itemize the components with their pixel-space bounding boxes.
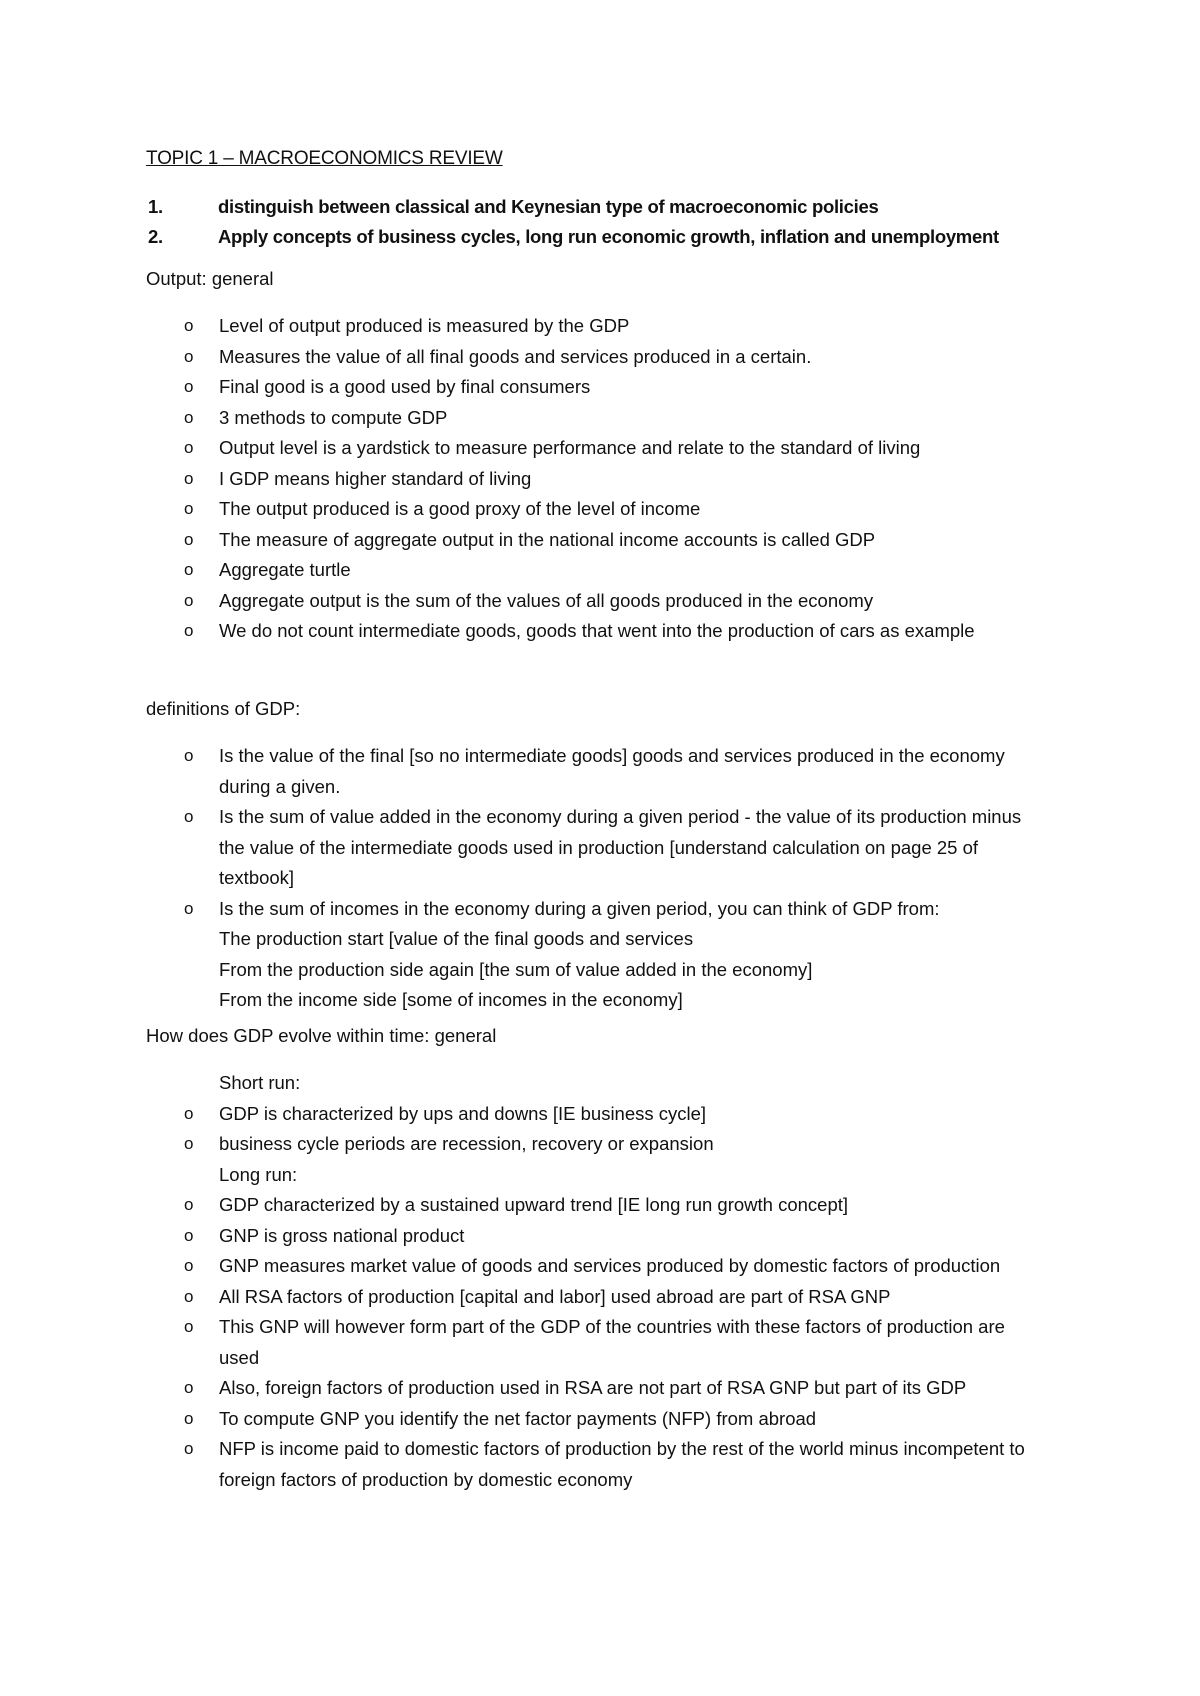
objective-item <box>146 222 999 252</box>
bullet-icon: o <box>184 1256 194 1275</box>
list-item: o Aggregate turtle <box>0 555 1200 586</box>
document-title: TOPIC 1 – MACROECONOMICS REVIEW <box>146 148 503 169</box>
bullet-icon: o <box>184 590 194 610</box>
list-item: From the production side again [the sum of value added in the economy] <box>219 958 813 980</box>
bullet-icon: o <box>184 346 194 366</box>
bullet-icon: o <box>184 898 194 918</box>
bullet-icon: o <box>184 1225 194 1245</box>
list-item: Short run: <box>219 1072 301 1093</box>
list-item: o Output level is a yardstick to measure performance and relate to the standard of living <box>0 433 1200 464</box>
list-item: o I GDP means higher standard of living <box>0 464 1200 495</box>
list-item: o To compute GNP you identify the net factor payments (NFP) from abroad <box>0 1404 1200 1435</box>
objective-number: 2. <box>148 226 163 247</box>
output-bullet-list <box>0 311 1200 647</box>
bullet-icon: o <box>184 1103 194 1123</box>
section-heading-gdp-evolution: How does GDP evolve within time: general <box>146 1025 497 1046</box>
list-item: Long run: <box>219 1163 298 1185</box>
bullet-icon: o <box>184 1195 194 1214</box>
section-heading-output: Output: general <box>146 268 274 289</box>
list-item: The production start [value of the final goods and services <box>219 928 694 949</box>
list-item: o GDP is characterized by ups and downs [IE business cycle] <box>0 1099 1200 1130</box>
bullet-icon: o <box>184 560 194 579</box>
list-item: o Is the sum of value added in the economy during a given period - the value of its production minus the value of the intermediate goods used in production [understand calculation on page 25 of textbook] <box>0 802 1200 894</box>
bullet-icon: o <box>184 621 194 640</box>
list-item: o Measures the value of all final goods and services produced in a certain. <box>0 342 1200 373</box>
objective-number: 1. <box>148 196 163 217</box>
list-item: o GNP is gross national product <box>0 1221 1200 1252</box>
bullet-icon: o <box>184 407 194 427</box>
list-item: o Final good is a good used by final consumers <box>0 372 1200 403</box>
gdp-evolution-bullet-list <box>0 1068 1200 1495</box>
bullet-icon: o <box>184 468 194 488</box>
list-item: o Also, foreign factors of production used in RSA are not part of RSA GNP but part of its GDP <box>0 1373 1200 1404</box>
objective-text: Apply concepts of business cycles, long run economic growth, inflation and unemployment <box>218 226 999 247</box>
section-heading-definitions: definitions of GDP: <box>146 698 301 719</box>
bullet-icon: o <box>184 438 194 457</box>
list-item: o Is the sum of incomes in the economy during a given period, you can think of GDP from: <box>0 894 1200 925</box>
objective-item <box>146 192 999 222</box>
bullet-icon: o <box>184 1317 194 1336</box>
bullet-icon: o <box>184 529 194 549</box>
list-item: o This GNP will however form part of the GDP of the countries with these factors of production are used <box>0 1312 1200 1373</box>
bullet-icon: o <box>184 1378 194 1397</box>
list-item: o We do not count intermediate goods, goods that went into the production of cars as example <box>0 616 1200 647</box>
list-item: o All RSA factors of production [capital and labor] used abroad are part of RSA GNP <box>0 1282 1200 1313</box>
list-item: o GNP measures market value of goods and services produced by domestic factors of production <box>0 1251 1200 1282</box>
bullet-icon: o <box>184 807 194 826</box>
objectives-list <box>146 192 999 252</box>
bullet-icon: o <box>184 1439 194 1458</box>
list-item: o Level of output produced is measured by the GDP <box>0 311 1200 342</box>
list-item: o GDP characterized by a sustained upward trend [IE long run growth concept] <box>0 1190 1200 1221</box>
objective-text: distinguish between classical and Keynesian type of macroeconomic policies <box>218 196 879 217</box>
list-item: o Aggregate output is the sum of the values of all goods produced in the economy <box>0 586 1200 617</box>
definitions-bullet-list <box>0 741 1200 1016</box>
bullet-icon: o <box>184 1134 194 1153</box>
bullet-icon: o <box>184 1286 194 1306</box>
list-item: o NFP is income paid to domestic factors of production by the rest of the world minus incompetent to foreign factors of production by domestic economy <box>0 1434 1200 1495</box>
list-item: o The output produced is a good proxy of the level of income <box>0 494 1200 525</box>
list-item: o Is the value of the final [so no intermediate goods] goods and services produced in the economy during a given. <box>0 741 1200 802</box>
bullet-icon: o <box>184 316 194 335</box>
list-item: o The measure of aggregate output in the national income accounts is called GDP <box>0 525 1200 556</box>
list-item: o business cycle periods are recession, recovery or expansion <box>0 1129 1200 1160</box>
bullet-icon: o <box>184 377 194 396</box>
bullet-icon: o <box>184 499 194 518</box>
list-item: From the income side [some of incomes in the economy] <box>219 989 683 1010</box>
bullet-icon: o <box>184 1408 194 1428</box>
bullet-icon: o <box>184 746 194 765</box>
list-item: o 3 methods to compute GDP <box>0 403 1200 434</box>
